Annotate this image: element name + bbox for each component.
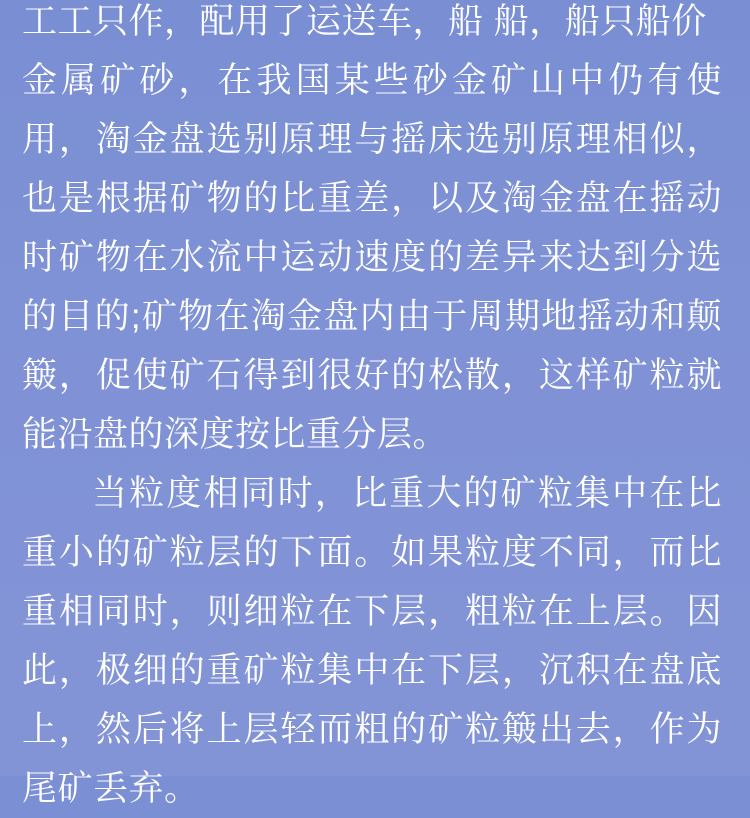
- paragraph-1: 金属矿砂，在我国某些砂金矿山中仍有使用，淘金盘选别原理与摇床选别原理相似，也是根据矿物的比重差，以及淘金盘在摇动时矿物在水流中运动速度的差异来达到分选的目的;矿物在淘金盘内由于周期地摇动和颠簸，促使矿石得到很好的松散，这样矿粒就能沿盘的深度按比重分层。: [22, 61, 722, 454]
- document-text-body: [22, 0, 722, 818]
- clipped-top-line: 工工只作，配用了运送车，船 船，船只船价: [22, 2, 707, 41]
- paragraph-2: 当粒度相同时，比重大的矿粒集中在比重小的矿粒层的下面。如果粒度不同，而比重相同时，则细粒在下层，粗粒在上层。因此，极细的重矿粒集中在下层，沉积在盘底上，然后将上层轻而粗的矿粒簸出去，作为尾矿丢弃。: [22, 474, 722, 808]
